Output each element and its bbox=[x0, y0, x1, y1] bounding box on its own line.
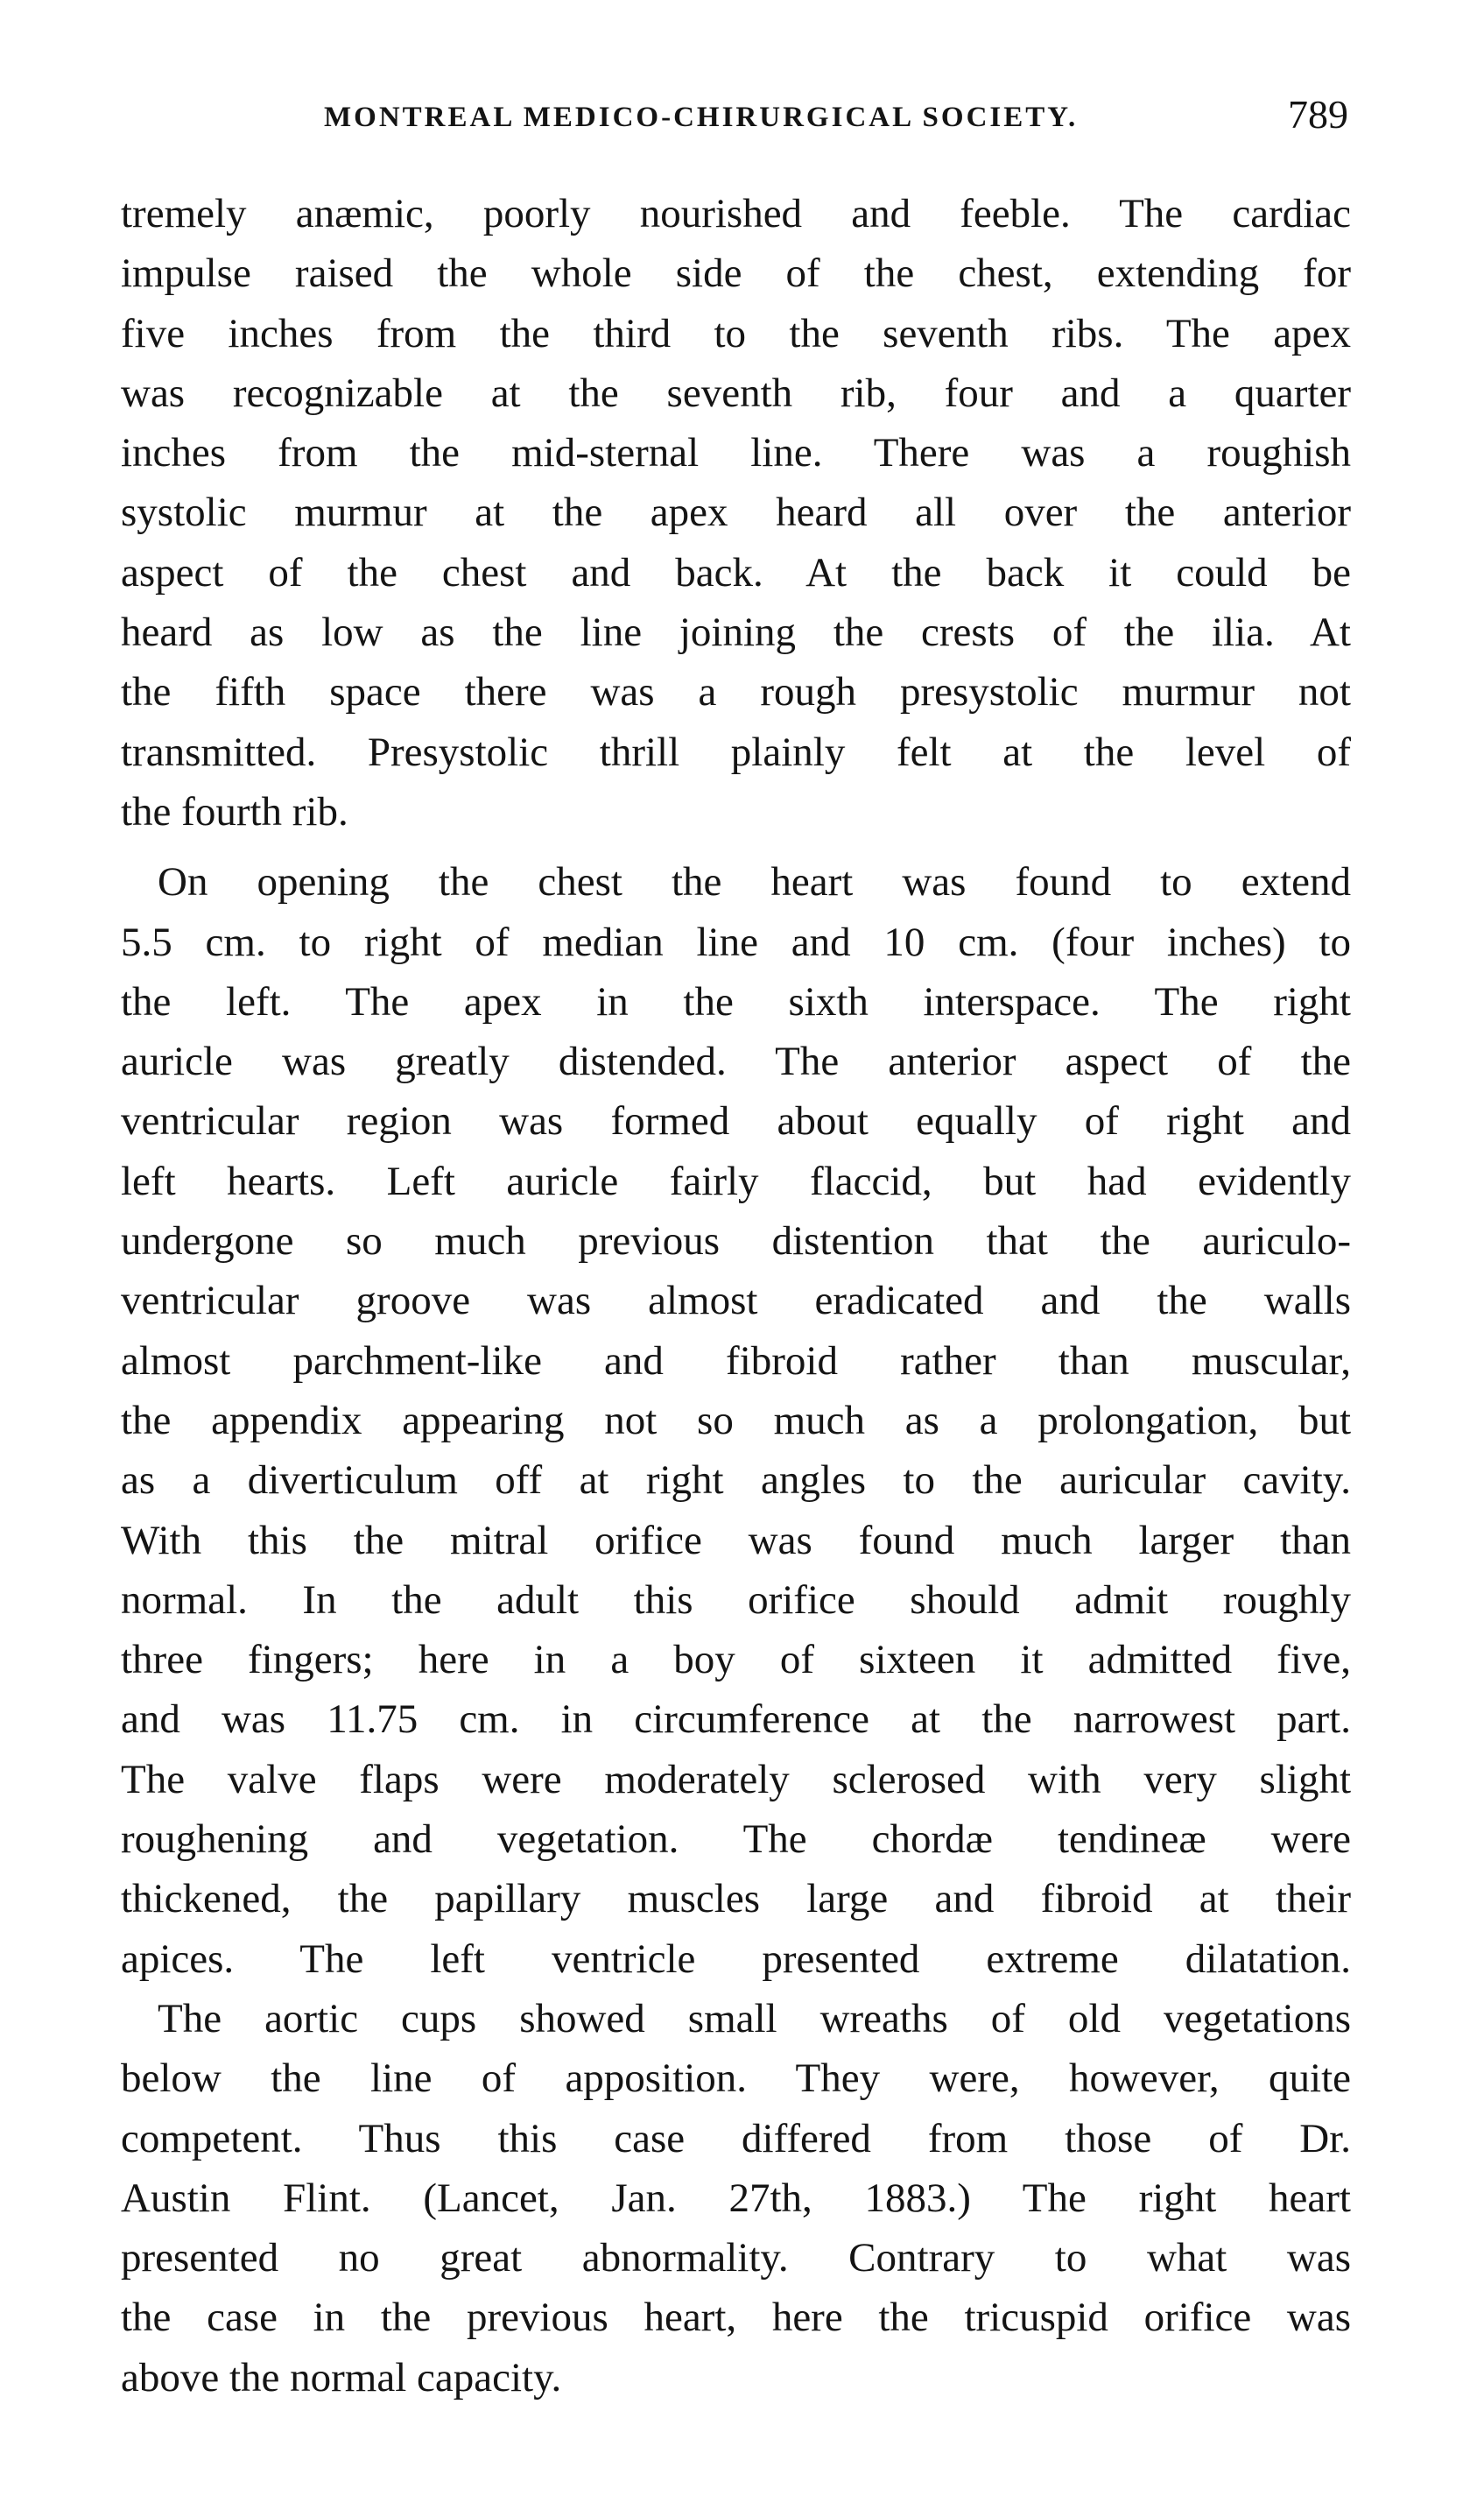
text-line: On opening the chest the heart was found to extend bbox=[158, 859, 1351, 906]
text-line: heard as low as the line joining the crests of the ilia. At bbox=[121, 610, 1351, 656]
text-line: the appendix appearing not so much as a prolongation, but bbox=[121, 1397, 1351, 1443]
text-line: the fifth space there was a rough presystolic murmur not bbox=[121, 669, 1351, 716]
text-line: Austin Flint. (Lancet, Jan. 27th, 1883.) The right heart bbox=[121, 2175, 1351, 2221]
text-line: normal. In the adult this orifice should admit roughly bbox=[121, 1576, 1351, 1623]
paragraph bbox=[121, 852, 1351, 1989]
text-line: and was 11.75 cm. in circumference at the narrowest part. bbox=[121, 1696, 1351, 1743]
text-line: 5.5 cm. to right of median line and 10 cm. (four inches) to bbox=[121, 919, 1351, 965]
text-line: was recognizable at the seventh rib, four and a quarter bbox=[121, 370, 1351, 416]
text-line: the case in the previous heart, here the tricuspid orifice was bbox=[121, 2295, 1351, 2341]
running-head: MONTREAL MEDICO-CHIRURGICAL SOCIETY. bbox=[324, 102, 1079, 133]
text-line: the left. The apex in the sixth interspace. The right bbox=[121, 978, 1351, 1025]
text-line: ventricular region was formed about equally of right and bbox=[121, 1098, 1351, 1145]
text-line: five inches from the third to the seventh ribs. The apex bbox=[121, 310, 1351, 356]
text-line: roughening and vegetation. The chordæ tendineæ were bbox=[121, 1816, 1351, 1863]
text-line: auricle was greatly distended. The anterior aspect of the bbox=[121, 1039, 1351, 1085]
paragraph bbox=[121, 184, 1351, 842]
text-line: ventricular groove was almost eradicated and the walls bbox=[121, 1278, 1351, 1324]
text-line: tremely anæmic, poorly nourished and feeble. The cardiac bbox=[121, 191, 1351, 236]
text-line: below the line of apposition. They were, however, quite bbox=[121, 2055, 1351, 2102]
text-line: as a diverticulum off at right angles to the auricular cavity. bbox=[121, 1457, 1351, 1504]
text-line: the fourth rib. bbox=[121, 788, 348, 835]
text-line: inches from the mid-sternal line. There was a roughish bbox=[121, 430, 1351, 476]
text-line: impulse raised the whole side of the chest, extending for bbox=[121, 250, 1351, 297]
text-line: three fingers; here in a boy of sixteen it admitted five, bbox=[121, 1637, 1351, 1683]
page-number: 789 bbox=[1288, 92, 1348, 137]
text-line: above the normal capacity. bbox=[121, 2354, 562, 2401]
text-line: almost parchment-like and fibroid rather than muscular, bbox=[121, 1337, 1351, 1384]
text-line: thickened, the papillary muscles large and fibroid at their bbox=[121, 1876, 1351, 1922]
text-line: undergone so much previous distention that the auriculo- bbox=[121, 1218, 1351, 1265]
paragraph bbox=[121, 1989, 1351, 2408]
text-line: left hearts. Left auricle fairly flaccid, but had evidently bbox=[121, 1158, 1351, 1204]
page-header bbox=[131, 88, 1348, 149]
text-line: transmitted. Presystolic thrill plainly felt at the level of bbox=[121, 729, 1351, 775]
text-line: The valve flaps were moderately sclerosed with very slight bbox=[121, 1756, 1351, 1802]
text-line: competent. Thus this case differed from those of Dr. bbox=[121, 2115, 1351, 2161]
text-line: The aortic cups showed small wreaths of old vegetations bbox=[158, 1995, 1351, 2041]
text-line: aspect of the chest and back. At the back it could be bbox=[121, 549, 1351, 596]
text-line: presented no great abnormality. Contrary to what was bbox=[121, 2235, 1351, 2281]
text-line: With this the mitral orifice was found much larger than bbox=[121, 1517, 1351, 1563]
body-text bbox=[121, 184, 1351, 2408]
text-line: systolic murmur at the apex heard all over the anterior bbox=[121, 490, 1351, 536]
text-line: apices. The left ventricle presented extreme dilatation. bbox=[121, 1935, 1351, 1982]
